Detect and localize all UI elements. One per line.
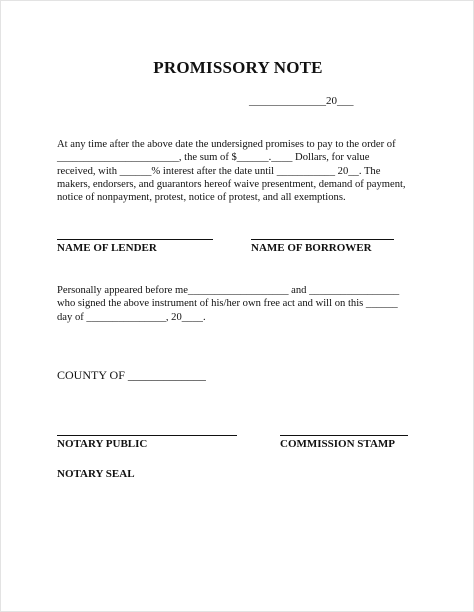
document-title: PROMISSORY NOTE [153, 58, 323, 77]
commission-stamp-line [280, 435, 408, 436]
date-line: ______________20___ [249, 95, 354, 107]
borrower-signature-line [251, 239, 394, 240]
paragraph-line: At any time after the above date the undersigned promises to pay to the order of [57, 139, 396, 150]
notary-public-label: NOTARY PUBLIC [57, 438, 148, 450]
paragraph-line: _______________________, the sum of $______.____ Dollars, for value [57, 152, 370, 164]
notary-paragraph [57, 284, 399, 324]
notary-seal-label: NOTARY SEAL [57, 468, 135, 480]
paragraph-line: who signed the above instrument of his/her own free act and will on this ______ [57, 298, 398, 310]
paragraph-line: day of _______________, 20____. [57, 311, 206, 323]
lender-signature-line [57, 239, 213, 240]
paragraph-line: notice of nonpayment, protest, notice of protest, and all exemptions. [57, 192, 346, 204]
commission-stamp-label: COMMISSION STAMP [280, 438, 395, 450]
borrower-label: NAME OF BORROWER [251, 242, 372, 254]
notary-public-signature-line [57, 435, 237, 436]
promise-paragraph [57, 138, 406, 204]
lender-label: NAME OF LENDER [57, 242, 157, 254]
paragraph-line: received, with ______% interest after the date until ___________ 20__. The [57, 165, 381, 177]
county-line: COUNTY OF _____________ [57, 368, 206, 382]
paragraph-line: makers, endorsers, and guarantors hereof waive presentment, demand of payment, [57, 178, 406, 190]
paragraph-line: Personally appeared before me___________________ and _________________ [57, 285, 400, 296]
